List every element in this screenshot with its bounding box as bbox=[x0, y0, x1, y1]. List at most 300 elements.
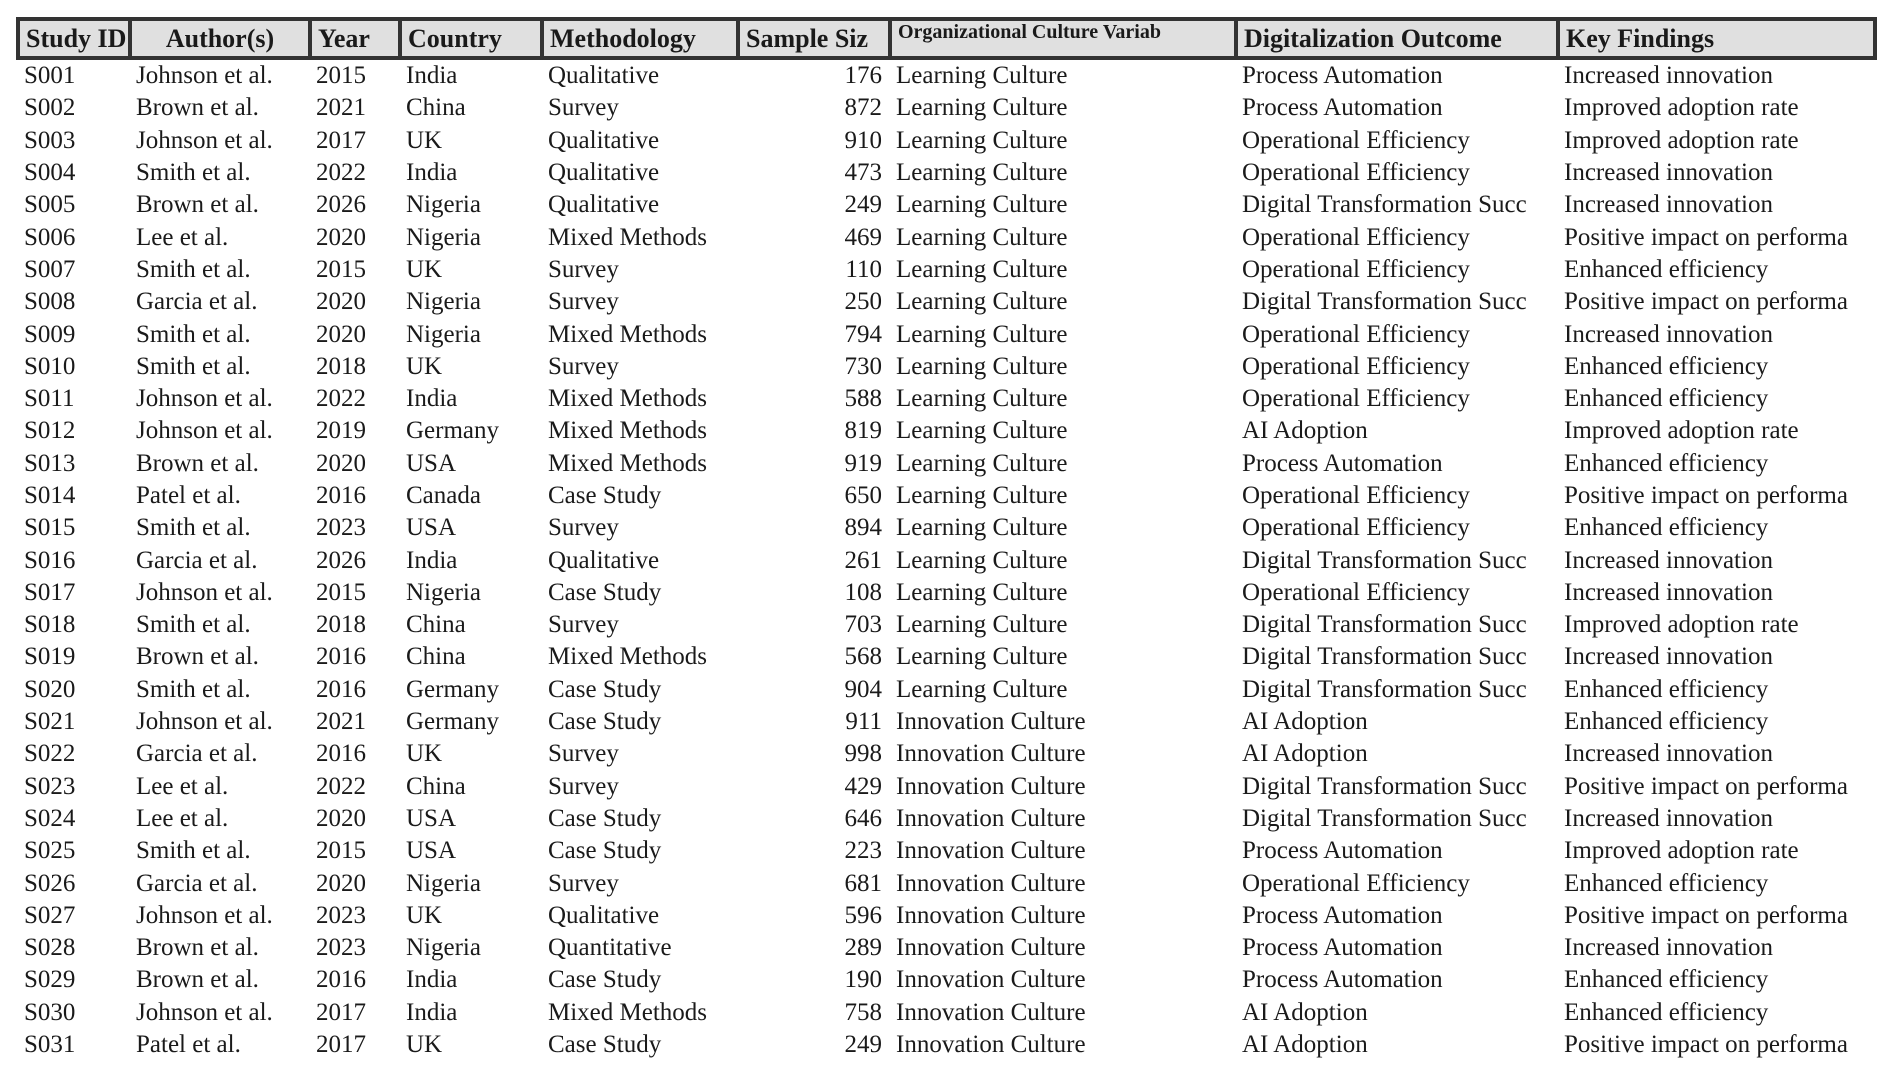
cell-digitalization-outcome: Operational Efficiency bbox=[1242, 255, 1470, 283]
cell-methodology: Case Study bbox=[548, 1031, 662, 1059]
cell-org-culture-variable: Innovation Culture bbox=[896, 966, 1086, 994]
cell-study-id: S001 bbox=[24, 62, 76, 90]
cell-authors: Johnson et al. bbox=[136, 126, 273, 154]
cell-country: China bbox=[406, 772, 466, 800]
table-row bbox=[18, 415, 1875, 447]
cell-digitalization-outcome: Operational Efficiency bbox=[1242, 385, 1470, 413]
cell-digitalization-outcome: Operational Efficiency bbox=[1242, 869, 1470, 897]
cell-sample-size: 190 bbox=[844, 966, 882, 994]
table-row bbox=[18, 674, 1875, 706]
table-body bbox=[18, 58, 1875, 1061]
cell-key-findings: Positive impact on performa bbox=[1564, 1031, 1848, 1059]
cell-key-findings: Increased innovation bbox=[1564, 320, 1773, 348]
cell-year: 2018 bbox=[316, 611, 366, 639]
cell-study-id: S029 bbox=[24, 966, 76, 994]
cell-methodology: Survey bbox=[548, 352, 619, 380]
cell-country: Nigeria bbox=[406, 934, 481, 962]
cell-year: 2017 bbox=[316, 126, 366, 154]
cell-authors: Smith et al. bbox=[136, 837, 251, 865]
cell-org-culture-variable: Learning Culture bbox=[896, 482, 1068, 509]
cell-methodology: Qualitative bbox=[548, 191, 660, 219]
cell-authors: Johnson et al. bbox=[136, 708, 273, 736]
cell-key-findings: Enhanced efficiency bbox=[1564, 966, 1769, 994]
cell-study-id: S020 bbox=[24, 675, 76, 703]
cell-sample-size: 758 bbox=[844, 998, 882, 1026]
cell-authors: Smith et al. bbox=[136, 255, 251, 283]
cell-digitalization-outcome: Digital Transformation Succ bbox=[1242, 772, 1527, 800]
cell-org-culture-variable: Innovation Culture bbox=[896, 934, 1086, 962]
cell-study-id: S006 bbox=[24, 223, 76, 251]
data-table-sheet bbox=[16, 17, 1873, 1061]
cell-year: 2022 bbox=[316, 159, 366, 187]
cell-methodology: Survey bbox=[548, 255, 619, 283]
cell-digitalization-outcome: Process Automation bbox=[1242, 62, 1443, 90]
cell-sample-size: 261 bbox=[844, 546, 882, 574]
cell-year: 2017 bbox=[316, 1031, 366, 1059]
cell-study-id: S002 bbox=[24, 94, 76, 122]
cell-authors: Johnson et al. bbox=[136, 62, 273, 90]
cell-digitalization-outcome: Digital Transformation Succ bbox=[1242, 611, 1527, 639]
cell-authors: Johnson et al. bbox=[136, 998, 273, 1026]
cell-authors: Brown et al. bbox=[136, 934, 259, 962]
cell-digitalization-outcome: Operational Efficiency bbox=[1242, 578, 1470, 606]
table-row bbox=[18, 254, 1875, 286]
cell-digitalization-outcome: Process Automation bbox=[1242, 94, 1443, 122]
cell-year: 2020 bbox=[316, 804, 366, 832]
cell-country: UK bbox=[406, 1031, 443, 1059]
cell-year: 2020 bbox=[316, 449, 366, 477]
cell-authors: Brown et al. bbox=[136, 94, 259, 122]
cell-methodology: Mixed Methods bbox=[548, 643, 708, 671]
header-key-findings: Key Findings bbox=[1558, 19, 1875, 58]
cell-study-id: S010 bbox=[24, 352, 76, 380]
cell-methodology: Survey bbox=[548, 94, 619, 122]
cell-digitalization-outcome: AI Adoption bbox=[1242, 1031, 1368, 1059]
cell-org-culture-variable: Learning Culture bbox=[896, 126, 1068, 154]
cell-year: 2023 bbox=[316, 934, 366, 962]
cell-authors: Smith et al. bbox=[136, 611, 251, 639]
cell-study-id: S027 bbox=[24, 901, 76, 929]
cell-country: Nigeria bbox=[406, 223, 481, 251]
table-row bbox=[18, 448, 1875, 480]
table-row bbox=[18, 125, 1875, 157]
cell-key-findings: Positive impact on performa bbox=[1564, 482, 1848, 509]
cell-authors: Lee et al. bbox=[136, 804, 229, 832]
cell-study-id: S025 bbox=[24, 837, 76, 865]
cell-digitalization-outcome: Operational Efficiency bbox=[1242, 320, 1470, 348]
cell-study-id: S031 bbox=[24, 1031, 76, 1059]
header-org-culture-variable: Organizational Culture Variab bbox=[890, 19, 1236, 58]
cell-study-id: S019 bbox=[24, 643, 76, 671]
cell-org-culture-variable: Learning Culture bbox=[896, 449, 1068, 477]
cell-key-findings: Enhanced efficiency bbox=[1564, 514, 1769, 542]
cell-country: India bbox=[406, 546, 458, 574]
cell-country: India bbox=[406, 62, 458, 90]
cell-digitalization-outcome: Operational Efficiency bbox=[1242, 514, 1470, 542]
table-row bbox=[18, 641, 1875, 673]
cell-study-id: S023 bbox=[24, 772, 76, 800]
cell-org-culture-variable: Learning Culture bbox=[896, 546, 1068, 574]
cell-methodology: Survey bbox=[548, 611, 619, 639]
cell-sample-size: 681 bbox=[844, 869, 882, 897]
cell-country: India bbox=[406, 159, 458, 187]
cell-key-findings: Increased innovation bbox=[1564, 934, 1773, 962]
cell-org-culture-variable: Learning Culture bbox=[896, 288, 1068, 316]
table-row bbox=[18, 58, 1875, 92]
cell-digitalization-outcome: Process Automation bbox=[1242, 449, 1443, 477]
cell-country: USA bbox=[406, 804, 457, 832]
table-row bbox=[18, 867, 1875, 899]
cell-authors: Garcia et al. bbox=[136, 740, 258, 768]
cell-year: 2019 bbox=[316, 417, 366, 445]
cell-key-findings: Positive impact on performa bbox=[1564, 901, 1848, 929]
cell-year: 2018 bbox=[316, 352, 366, 380]
cell-authors: Smith et al. bbox=[136, 320, 251, 348]
cell-methodology: Case Study bbox=[548, 708, 662, 736]
cell-digitalization-outcome: Process Automation bbox=[1242, 837, 1443, 865]
table-row bbox=[18, 92, 1875, 124]
cell-sample-size: 919 bbox=[844, 449, 882, 477]
cell-authors: Johnson et al. bbox=[136, 417, 273, 445]
cell-authors: Brown et al. bbox=[136, 449, 259, 477]
cell-digitalization-outcome: Digital Transformation Succ bbox=[1242, 804, 1527, 832]
cell-key-findings: Increased innovation bbox=[1564, 804, 1773, 832]
cell-key-findings: Positive impact on performa bbox=[1564, 288, 1848, 316]
cell-org-culture-variable: Learning Culture bbox=[896, 675, 1068, 703]
table-row bbox=[18, 383, 1875, 415]
cell-country: China bbox=[406, 611, 466, 639]
cell-org-culture-variable: Learning Culture bbox=[896, 191, 1068, 219]
cell-year: 2026 bbox=[316, 191, 366, 219]
cell-study-id: S028 bbox=[24, 934, 76, 962]
header-sample-size: Sample Siz bbox=[738, 19, 890, 58]
cell-methodology: Case Study bbox=[548, 578, 662, 606]
cell-methodology: Qualitative bbox=[548, 901, 660, 929]
cell-sample-size: 910 bbox=[844, 126, 882, 154]
cell-country: India bbox=[406, 966, 458, 994]
cell-year: 2016 bbox=[316, 740, 366, 768]
cell-key-findings: Positive impact on performa bbox=[1564, 223, 1848, 251]
cell-authors: Patel et al. bbox=[136, 482, 241, 509]
header-study-id: Study ID bbox=[18, 19, 130, 58]
cell-org-culture-variable: Innovation Culture bbox=[896, 772, 1086, 800]
table-row bbox=[18, 738, 1875, 770]
cell-year: 2016 bbox=[316, 643, 366, 671]
cell-authors: Patel et al. bbox=[136, 1031, 241, 1059]
cell-key-findings: Positive impact on performa bbox=[1564, 772, 1848, 800]
cell-key-findings: Increased innovation bbox=[1564, 159, 1773, 187]
cell-sample-size: 596 bbox=[844, 901, 882, 929]
cell-org-culture-variable: Innovation Culture bbox=[896, 837, 1086, 865]
cell-authors: Smith et al. bbox=[136, 159, 251, 187]
cell-year: 2017 bbox=[316, 998, 366, 1026]
cell-digitalization-outcome: AI Adoption bbox=[1242, 740, 1368, 768]
cell-year: 2015 bbox=[316, 255, 366, 283]
cell-sample-size: 650 bbox=[844, 482, 882, 509]
cell-country: Germany bbox=[406, 708, 500, 736]
cell-org-culture-variable: Learning Culture bbox=[896, 514, 1068, 542]
cell-org-culture-variable: Learning Culture bbox=[896, 94, 1068, 122]
cell-study-id: S017 bbox=[24, 578, 76, 606]
cell-year: 2020 bbox=[316, 288, 366, 316]
cell-sample-size: 108 bbox=[844, 578, 882, 606]
table-row bbox=[18, 157, 1875, 189]
cell-authors: Lee et al. bbox=[136, 772, 229, 800]
cell-digitalization-outcome: Process Automation bbox=[1242, 901, 1443, 929]
cell-study-id: S008 bbox=[24, 288, 76, 316]
cell-sample-size: 588 bbox=[844, 385, 882, 413]
table-row bbox=[18, 609, 1875, 641]
cell-authors: Johnson et al. bbox=[136, 578, 273, 606]
cell-sample-size: 429 bbox=[844, 772, 882, 800]
cell-sample-size: 894 bbox=[844, 514, 882, 542]
cell-methodology: Case Study bbox=[548, 837, 662, 865]
cell-study-id: S012 bbox=[24, 417, 76, 445]
table-row bbox=[18, 771, 1875, 803]
cell-country: India bbox=[406, 998, 458, 1026]
cell-sample-size: 568 bbox=[844, 643, 882, 671]
table-header bbox=[18, 19, 1875, 58]
cell-authors: Brown et al. bbox=[136, 191, 259, 219]
header-methodology: Methodology bbox=[542, 19, 738, 58]
cell-org-culture-variable: Learning Culture bbox=[896, 320, 1068, 348]
cell-methodology: Qualitative bbox=[548, 62, 660, 90]
cell-country: Nigeria bbox=[406, 869, 481, 897]
cell-study-id: S009 bbox=[24, 320, 76, 348]
cell-key-findings: Increased innovation bbox=[1564, 546, 1773, 574]
cell-digitalization-outcome: Operational Efficiency bbox=[1242, 126, 1470, 154]
header-country: Country bbox=[400, 19, 542, 58]
table-row bbox=[18, 932, 1875, 964]
cell-year: 2023 bbox=[316, 901, 366, 929]
cell-key-findings: Enhanced efficiency bbox=[1564, 255, 1769, 283]
table-row bbox=[18, 997, 1875, 1029]
cell-digitalization-outcome: AI Adoption bbox=[1242, 708, 1368, 736]
cell-authors: Garcia et al. bbox=[136, 546, 258, 574]
cell-authors: Garcia et al. bbox=[136, 869, 258, 897]
cell-org-culture-variable: Learning Culture bbox=[896, 223, 1068, 251]
cell-org-culture-variable: Learning Culture bbox=[896, 643, 1068, 671]
header-digitalization-outcome: Digitalization Outcome bbox=[1236, 19, 1558, 58]
cell-year: 2016 bbox=[316, 482, 366, 509]
cell-methodology: Mixed Methods bbox=[548, 320, 708, 348]
cell-sample-size: 223 bbox=[844, 837, 882, 865]
cell-study-id: S003 bbox=[24, 126, 76, 154]
cell-year: 2020 bbox=[316, 320, 366, 348]
cell-year: 2015 bbox=[316, 62, 366, 90]
cell-methodology: Qualitative bbox=[548, 546, 660, 574]
cell-methodology: Qualitative bbox=[548, 126, 660, 154]
cell-methodology: Survey bbox=[548, 514, 619, 542]
cell-year: 2015 bbox=[316, 837, 366, 865]
cell-sample-size: 646 bbox=[844, 804, 882, 832]
table-row bbox=[18, 964, 1875, 996]
studies-table bbox=[16, 17, 1877, 1061]
table-row bbox=[18, 351, 1875, 383]
cell-org-culture-variable: Innovation Culture bbox=[896, 998, 1086, 1026]
cell-study-id: S013 bbox=[24, 449, 76, 477]
cell-country: USA bbox=[406, 837, 457, 865]
cell-methodology: Survey bbox=[548, 772, 619, 800]
cell-digitalization-outcome: Process Automation bbox=[1242, 934, 1443, 962]
cell-methodology: Mixed Methods bbox=[548, 385, 708, 413]
cell-methodology: Mixed Methods bbox=[548, 449, 708, 477]
cell-sample-size: 794 bbox=[844, 320, 882, 348]
header-row bbox=[18, 19, 1875, 58]
cell-country: Nigeria bbox=[406, 288, 481, 316]
cell-study-id: S026 bbox=[24, 869, 76, 897]
cell-country: China bbox=[406, 643, 466, 671]
cell-methodology: Mixed Methods bbox=[548, 223, 708, 251]
table-row bbox=[18, 803, 1875, 835]
cell-key-findings: Increased innovation bbox=[1564, 578, 1773, 606]
cell-year: 2020 bbox=[316, 869, 366, 897]
cell-key-findings: Improved adoption rate bbox=[1564, 126, 1799, 154]
table-row bbox=[18, 835, 1875, 867]
cell-methodology: Case Study bbox=[548, 675, 662, 703]
cell-country: UK bbox=[406, 126, 443, 154]
cell-org-culture-variable: Innovation Culture bbox=[896, 869, 1086, 897]
cell-key-findings: Enhanced efficiency bbox=[1564, 708, 1769, 736]
header-authors: Author(s) bbox=[130, 19, 310, 58]
table-row bbox=[18, 189, 1875, 221]
cell-study-id: S016 bbox=[24, 546, 76, 574]
cell-key-findings: Increased innovation bbox=[1564, 191, 1773, 219]
cell-methodology: Case Study bbox=[548, 482, 662, 509]
cell-sample-size: 730 bbox=[844, 352, 882, 380]
table-row bbox=[18, 900, 1875, 932]
cell-country: Germany bbox=[406, 417, 500, 445]
cell-country: China bbox=[406, 94, 466, 122]
cell-key-findings: Enhanced efficiency bbox=[1564, 449, 1769, 477]
cell-sample-size: 289 bbox=[844, 934, 882, 962]
cell-authors: Brown et al. bbox=[136, 966, 259, 994]
cell-sample-size: 473 bbox=[844, 159, 882, 187]
cell-org-culture-variable: Learning Culture bbox=[896, 159, 1068, 187]
table-row bbox=[18, 706, 1875, 738]
cell-country: Nigeria bbox=[406, 578, 481, 606]
cell-study-id: S024 bbox=[24, 804, 76, 832]
cell-year: 2023 bbox=[316, 514, 366, 542]
cell-study-id: S015 bbox=[24, 514, 76, 542]
cell-key-findings: Improved adoption rate bbox=[1564, 837, 1799, 865]
cell-year: 2026 bbox=[316, 546, 366, 574]
cell-sample-size: 469 bbox=[844, 223, 882, 251]
cell-sample-size: 176 bbox=[844, 62, 882, 90]
cell-country: UK bbox=[406, 352, 443, 380]
cell-key-findings: Enhanced efficiency bbox=[1564, 385, 1769, 413]
header-year: Year bbox=[310, 19, 400, 58]
cell-key-findings: Improved adoption rate bbox=[1564, 611, 1799, 639]
cell-key-findings: Enhanced efficiency bbox=[1564, 675, 1769, 703]
cell-year: 2021 bbox=[316, 94, 366, 122]
cell-study-id: S022 bbox=[24, 740, 76, 768]
cell-org-culture-variable: Innovation Culture bbox=[896, 1031, 1086, 1059]
cell-methodology: Survey bbox=[548, 740, 619, 768]
cell-org-culture-variable: Innovation Culture bbox=[896, 804, 1086, 832]
cell-methodology: Quantitative bbox=[548, 934, 672, 962]
cell-key-findings: Increased innovation bbox=[1564, 643, 1773, 671]
cell-authors: Brown et al. bbox=[136, 643, 259, 671]
cell-digitalization-outcome: Operational Efficiency bbox=[1242, 482, 1470, 509]
cell-digitalization-outcome: Digital Transformation Succ bbox=[1242, 191, 1527, 219]
cell-methodology: Mixed Methods bbox=[548, 417, 708, 445]
cell-org-culture-variable: Innovation Culture bbox=[896, 901, 1086, 929]
table-row bbox=[18, 512, 1875, 544]
cell-year: 2022 bbox=[316, 772, 366, 800]
cell-year: 2016 bbox=[316, 966, 366, 994]
cell-year: 2020 bbox=[316, 223, 366, 251]
cell-digitalization-outcome: Digital Transformation Succ bbox=[1242, 546, 1527, 574]
cell-study-id: S030 bbox=[24, 998, 76, 1026]
cell-org-culture-variable: Learning Culture bbox=[896, 385, 1068, 413]
cell-country: Canada bbox=[406, 482, 481, 509]
cell-org-culture-variable: Innovation Culture bbox=[896, 740, 1086, 768]
cell-key-findings: Increased innovation bbox=[1564, 62, 1773, 90]
cell-key-findings: Increased innovation bbox=[1564, 740, 1773, 768]
cell-sample-size: 872 bbox=[844, 94, 882, 122]
cell-methodology: Case Study bbox=[548, 966, 662, 994]
cell-methodology: Mixed Methods bbox=[548, 998, 708, 1026]
cell-methodology: Case Study bbox=[548, 804, 662, 832]
cell-key-findings: Enhanced efficiency bbox=[1564, 998, 1769, 1026]
cell-org-culture-variable: Learning Culture bbox=[896, 352, 1068, 380]
cell-sample-size: 249 bbox=[844, 191, 882, 219]
cell-sample-size: 250 bbox=[844, 288, 882, 316]
cell-country: Nigeria bbox=[406, 320, 481, 348]
cell-sample-size: 703 bbox=[844, 611, 882, 639]
cell-sample-size: 249 bbox=[844, 1031, 882, 1059]
cell-key-findings: Enhanced efficiency bbox=[1564, 352, 1769, 380]
table-row bbox=[18, 480, 1875, 512]
cell-digitalization-outcome: Digital Transformation Succ bbox=[1242, 643, 1527, 671]
cell-country: Germany bbox=[406, 675, 500, 703]
cell-authors: Smith et al. bbox=[136, 675, 251, 703]
cell-org-culture-variable: Learning Culture bbox=[896, 255, 1068, 283]
cell-digitalization-outcome: Operational Efficiency bbox=[1242, 223, 1470, 251]
cell-study-id: S014 bbox=[24, 482, 76, 509]
cell-digitalization-outcome: Process Automation bbox=[1242, 966, 1443, 994]
cell-sample-size: 819 bbox=[844, 417, 882, 445]
cell-country: UK bbox=[406, 740, 443, 768]
cell-country: India bbox=[406, 385, 458, 413]
cell-org-culture-variable: Learning Culture bbox=[896, 62, 1068, 90]
cell-methodology: Qualitative bbox=[548, 159, 660, 187]
cell-key-findings: Improved adoption rate bbox=[1564, 94, 1799, 122]
cell-study-id: S005 bbox=[24, 191, 76, 219]
cell-year: 2022 bbox=[316, 385, 366, 413]
cell-org-culture-variable: Learning Culture bbox=[896, 417, 1068, 445]
cell-methodology: Survey bbox=[548, 869, 619, 897]
cell-study-id: S011 bbox=[24, 385, 75, 413]
cell-year: 2021 bbox=[316, 708, 366, 736]
cell-country: USA bbox=[406, 514, 457, 542]
table-row bbox=[18, 286, 1875, 318]
cell-study-id: S007 bbox=[24, 255, 76, 283]
cell-authors: Smith et al. bbox=[136, 514, 251, 542]
table-row bbox=[18, 1029, 1875, 1061]
cell-year: 2016 bbox=[316, 675, 366, 703]
cell-authors: Johnson et al. bbox=[136, 385, 273, 413]
cell-sample-size: 110 bbox=[845, 255, 882, 283]
cell-country: UK bbox=[406, 901, 443, 929]
cell-digitalization-outcome: Operational Efficiency bbox=[1242, 159, 1470, 187]
cell-country: USA bbox=[406, 449, 457, 477]
cell-sample-size: 911 bbox=[845, 708, 882, 736]
cell-digitalization-outcome: AI Adoption bbox=[1242, 417, 1368, 445]
cell-authors: Lee et al. bbox=[136, 223, 229, 251]
table-row bbox=[18, 577, 1875, 609]
